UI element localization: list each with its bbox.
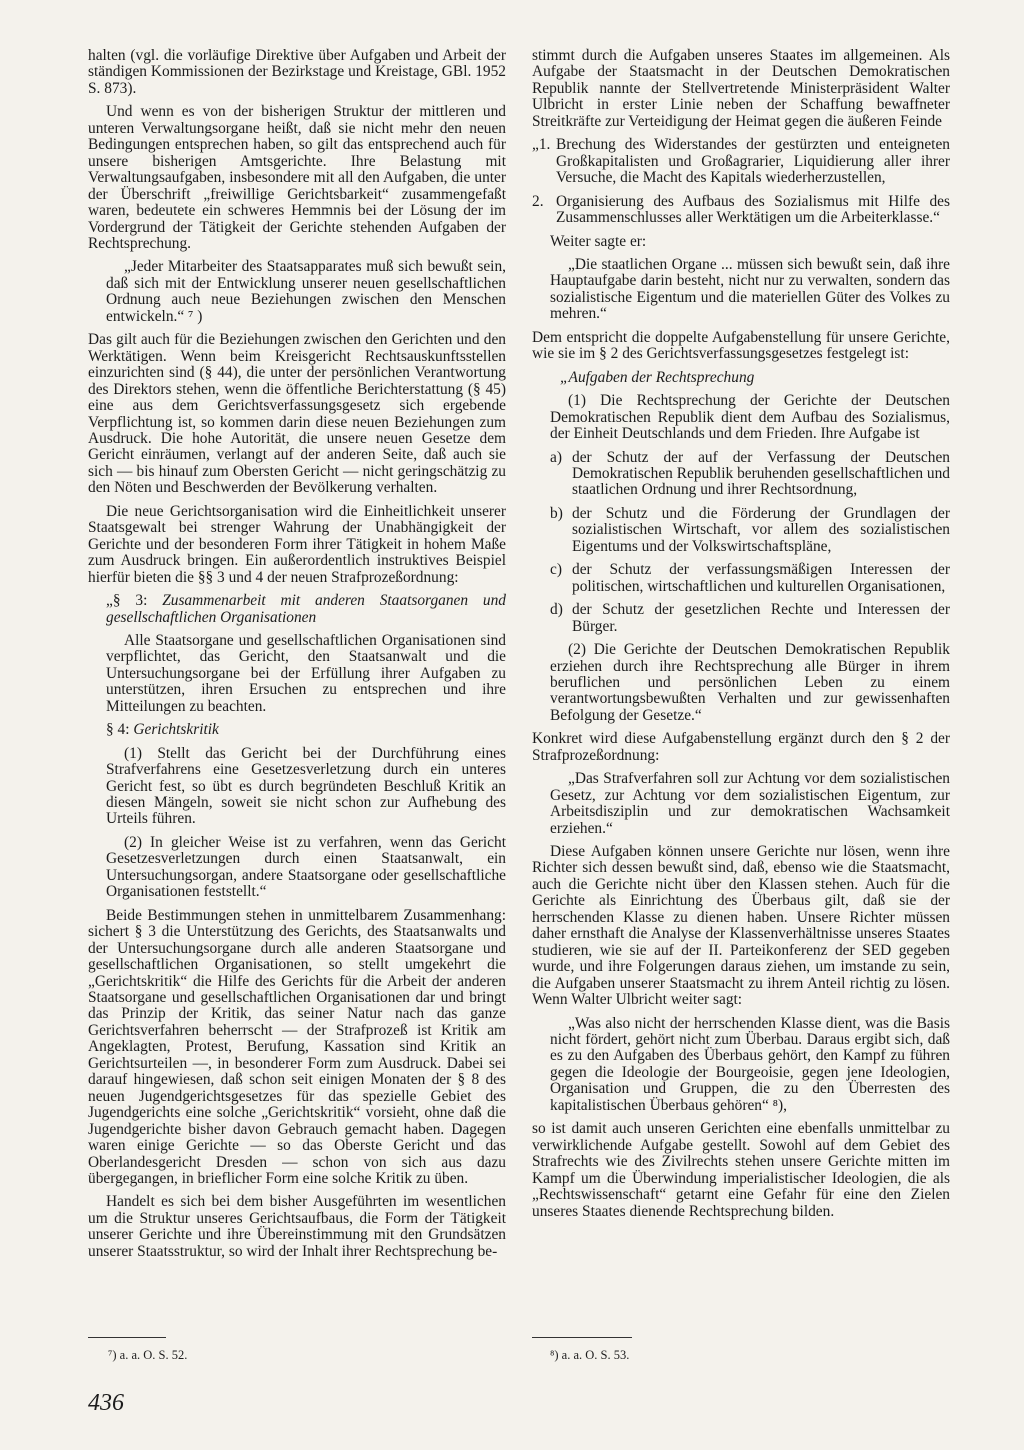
paragraph: stimmt durch die Aufgaben unseres Staates im allgemeinen. Als Aufgabe der Staatsmacht in der Deutschen Demokratischen Republik nannte der Stellvertretende Ministerpräsident Walter Ulbricht in erster Linie neben der Schaffung bewaffneter Streitkräfte zur Verteidigung der Heimat gegen die äußeren Feinde	[532, 47, 950, 130]
section-number: „§ 3:	[106, 592, 163, 610]
section-title: Zusammenarbeit mit anderen Staatsorganen und gesellschaftlichen Organisationen	[106, 592, 506, 626]
list-item	[550, 602, 950, 635]
list-text: der Schutz der verfassungsmäßigen Interessen der politischen, wirtschaftlichen und kulturellen Organisationen,	[572, 561, 950, 595]
block-quote: Alle Staatsorgane und gesellschaftlichen Organisationen sind verpflichtet, das Gericht, den Staatsanwalt und die Untersuchungsorgane bei der Erfüllung ihrer Aufgaben zu unterstützen, ihren Ersuchen zu entsprechen und ihre Mitteilungen zu beachten.	[106, 631, 506, 715]
right-column	[532, 48, 950, 1227]
paragraph: Dem entspricht die doppelte Aufgabenstellung für unsere Gerichte, wie sie im § 2 des Gerichtsverfassungsgesetzes festgelegt ist:	[532, 328, 950, 363]
left-column	[88, 48, 506, 1267]
list-item	[532, 194, 950, 227]
section-heading	[106, 722, 506, 738]
list-text: Brechung des Widerstandes der gestürzten und enteigneten Großkapitalisten und Großagrarier, Liquidierung aller ihrer Versuche, die Macht des Kapitals wiederherzustellen,	[556, 136, 950, 187]
list-item	[550, 562, 950, 595]
paragraph: Weiter sagte er:	[550, 232, 647, 250]
list-item	[532, 137, 950, 186]
list-number: 2.	[532, 192, 544, 210]
paragraph: Und wenn es von der bisherigen Struktur der mittleren und unteren Verwaltungsorgane heißt, daß sie nicht mehr den neuen Bedingungen entsprechen haben, so gilt das entsprechend auch für unsere bisherigen Amtsgerichte. Ihre Belastung mit Verwaltungsaufgaben, insbesondere mit all den Aufgaben, die unter der Überschrift „freiwillige Gerichtsbarkeit“ zusammengefaßt waren, bedeutete ein schweres Hemmnis bei der Lösung der im Vordergrund der Tätigkeit der Gerichte stehenden Aufgaben der Rechtsprechung.	[88, 103, 506, 252]
list-number: „1.	[532, 136, 551, 154]
paragraph: Konkret wird diese Aufgabenstellung ergänzt durch den § 2 der Strafprozeßordnung:	[532, 730, 950, 764]
paragraph: Diese Aufgaben können unsere Gerichte nur lösen, wenn ihre Richter sich dessen bewußt sind, daß, ebenso wie die Staatsmacht, auch die Gerichte nicht über den Klassen stehen. Auch für die Gerichte als Einrichtung des Überbaus gilt, daß sie der herrschenden Klasse zu dienen haben. Unsere Richter müssen daher ernsthaft die Analyse der Klassenverhältnisse unseres Staates studieren, wie sie auf der II. Parteikonferenz der SED gegeben wurde, und ihre Folgerungen daraus ziehen, um imstande zu sein, die Aufgaben unserer Staatsmacht zu ihrem Anteil richtig zu lösen. Wenn Walter Ulbricht weiter sagt:	[532, 843, 950, 1009]
block-quote: „Jeder Mitarbeiter des Staatsapparates muß sich bewußt sein, daß sich mit der Entwicklung unserer neuen gesellschaftlichen Ordnung auch neue Beziehungen zwischen den Menschen entwickeln.“ ⁷ )	[106, 258, 506, 325]
block-quote: (1) Stellt das Gericht bei der Durchführung eines Strafverfahrens eine Gesetzesverletzung durch ein unteres Gericht fest, so übt es durch begründeten Beschluß Kritik an diesen Mängeln, soweit sie nicht schon zur Aufhebung des Urteils führen.	[106, 744, 506, 828]
section-title: Gerichtskritik	[133, 721, 219, 739]
block-quote: (2) Die Gerichte der Deutschen Demokratischen Republik erziehen durch ihre Rechtsprechung alle Bürger in ihrem beruflichen und persönlichen Leben zu einem verantwortungsbewußten Verhalten und zur gewissenhaften Befolgung der Gesetze.“	[550, 641, 950, 724]
block-quote: „Die staatlichen Organe ... müssen sich bewußt sein, daß ihre Hauptaufgabe darin besteht, nicht nur zu verwalten, sondern das sozialistische Eigentum und die materiellen Güter des Volkes zu mehren.“	[550, 255, 950, 323]
list-text: Organisierung des Aufbaus des Sozialismus mit Hilfe des Zusammenschlusses aller Werktätigen um die Arbeiterklasse.“	[556, 192, 950, 227]
footnote: ⁷) a. a. O. S. 52.	[108, 1348, 188, 1362]
list-item	[550, 506, 950, 555]
paragraph: Das gilt auch für die Beziehungen zwischen den Gerichten und den Werktätigen. Wenn beim Kreisgericht Rechtsauskunftsstellen einzurichten sind (§ 44), die unter der persönlichen Verantwortung des Direktors stehen, wenn die öffentliche Berichterstattung (§ 45) eine aus dem Gerichtsverfassungsgesetz sich ergebende Verpflichtung ist, so kommen darin diese neuen Beziehungen zum Ausdruck. Die hohe Autorität, die unsere neuen Gesetze dem Gericht einräumen, verlangt auf der anderen Seite, daß auch sie sich — bis hinauf zum Obersten Gericht — nicht geringschätzig zu den Nöten und Beschwerden der Bevölkerung verhalten.	[88, 331, 506, 497]
paragraph: Beide Bestimmungen stehen in unmittelbarem Zusammenhang: sichert § 3 die Unterstützung des Gerichts, des Staatsanwalts und der Untersuchungsorgane durch alle anderen Staatsorgane und gesellschaftlichen Organisationen, so stellt umgekehrt die „Gerichtskritik“ die Hilfe des Gerichts für die Arbeit der anderen Staatsorgane und gesellschaftlichen Organisationen dar und bringt das Prinzip der Kritik, das seiner Natur nach das ganze Gerichtsverfahren beherrscht — der Strafprozeß ist Kritik am Angeklagten, Protest, Berufung, Kassation sind Kritik an Gerichtsurteilen —, in besonderer Form zum Ausdruck. Dabei sei darauf hingewiesen, daß schon seit einigen Monaten der § 8 des neuen Jugendgerichtsgesetzes für das spezielle Gebiet des Jugendgerichts eine solche „Gerichtskritik“ vorsieht, ohne daß die Jugendgerichte bisher davon Gebrauch gemacht haben. Dagegen waren einige Gerichte — so das Oberste Gericht und das Oberlandesgericht Dresden — schon von sich aus dazu übergegangen, in brieflicher Form eine solche Kritik zu üben.	[88, 906, 506, 1187]
block-quote: (1) Die Rechtsprechung der Gerichte der Deutschen Demokratischen Republik dient dem Aufbau des Sozialismus, der Einheit Deutschlands und dem Frieden. Ihre Aufgabe ist	[550, 392, 950, 443]
list-text: der Schutz und die Förderung der Grundlagen der sozialistischen Wirtschaft, vor allem des sozialistischen Eigentums und der Volkswirtschaftspläne,	[572, 504, 950, 555]
block-quote: „Was also nicht der herrschenden Klasse dient, was die Basis nicht fördert, gehört nicht zum Überbau. Daraus ergibt sich, daß es zu den Aufgaben des Überbaus gehört, den Kampf zu führen gegen die Ideologie der Bourgeoisie, gegen jene Ideologien, Organisation und Gruppen, die zu den Überresten des kapitalistischen Überbaus gehören“ ⁸),	[550, 1014, 950, 1114]
paragraph: Die neue Gerichtsorganisation wird die Einheitlichkeit unserer Staatsgewalt bei strenger Wahrung der Unabhängigkeit der Gerichte und der besonderen Form ihrer Tätigkeit in hohem Maße zum Ausdruck bringen. Ein außerordentlich instruktives Beispiel hierfür bieten die §§ 3 und 4 der neuen Strafprozeßordnung:	[88, 502, 506, 586]
list-text: der Schutz der auf der Verfassung der Deutschen Demokratischen Republik beruhenden gesellschaftlichen und staatlichen Ordnung und ihrer Rechtsordnung,	[572, 448, 950, 499]
list-item	[550, 450, 950, 499]
paragraph: so ist damit auch unseren Gerichten eine ebenfalls unmittelbar zu verwirklichende Aufgabe gestellt. Sowohl auf dem Gebiet des Strafrechts wie des Zivilrechts stehen unsere Gerichte mitten im Kampf um die Überwindung imperialistischer Ideologien, die als „Rechtswissenschaft“ getarnt eine Gefahr für eine den Zielen unseres Staates dienende Rechtsprechung bilden.	[532, 1120, 950, 1220]
quote-heading: „Aufgaben der Rechtsprechung	[560, 368, 755, 386]
list-letter: d)	[550, 601, 563, 619]
list-text: der Schutz der gesetzlichen Rechte und Interessen der Bürger.	[572, 601, 950, 635]
section-number: § 4:	[106, 721, 134, 739]
list-letter: a)	[550, 448, 562, 466]
list-letter: b)	[550, 504, 563, 522]
block-quote: „Das Strafverfahren soll zur Achtung vor dem sozialistischen Gesetz, zur Achtung vor dem sozialistischen Eigentum, zur Arbeitsdisziplin und zur demokratischen Wachsamkeit erziehen.“	[550, 770, 950, 837]
numbered-list	[532, 137, 950, 226]
page-number: 436	[88, 1390, 124, 1416]
footnote-rule	[88, 1337, 166, 1338]
footnote-rule	[532, 1337, 632, 1338]
paragraph: Handelt es sich bei dem bisher Ausgeführten im wesentlichen um die Struktur unseres Gerichtsaufbaus, die Form der Tätigkeit unserer Gerichte und ihre Übereinstimmung mit den Grundsätzen unserer Staatsstruktur, so wird der Inhalt ihrer Rechtsprechung be-	[88, 1193, 506, 1260]
footnote: ⁸) a. a. O. S. 53.	[550, 1348, 630, 1362]
list-letter: c)	[550, 561, 562, 579]
section-heading	[106, 593, 506, 626]
paragraph: halten (vgl. die vorläufige Direktive über Aufgaben und Arbeit der ständigen Kommissionen der Bezirkstage und Kreistage, GBl. 1952 S. 873).	[88, 47, 506, 97]
block-quote: (2) In gleicher Weise ist zu verfahren, wenn das Gericht Gesetzesverletzungen durch einen Staatsanwalt, ein Untersuchungsorgan, andere Staatsorgane oder gesellschaftliche Organisationen feststellt.“	[106, 833, 506, 901]
